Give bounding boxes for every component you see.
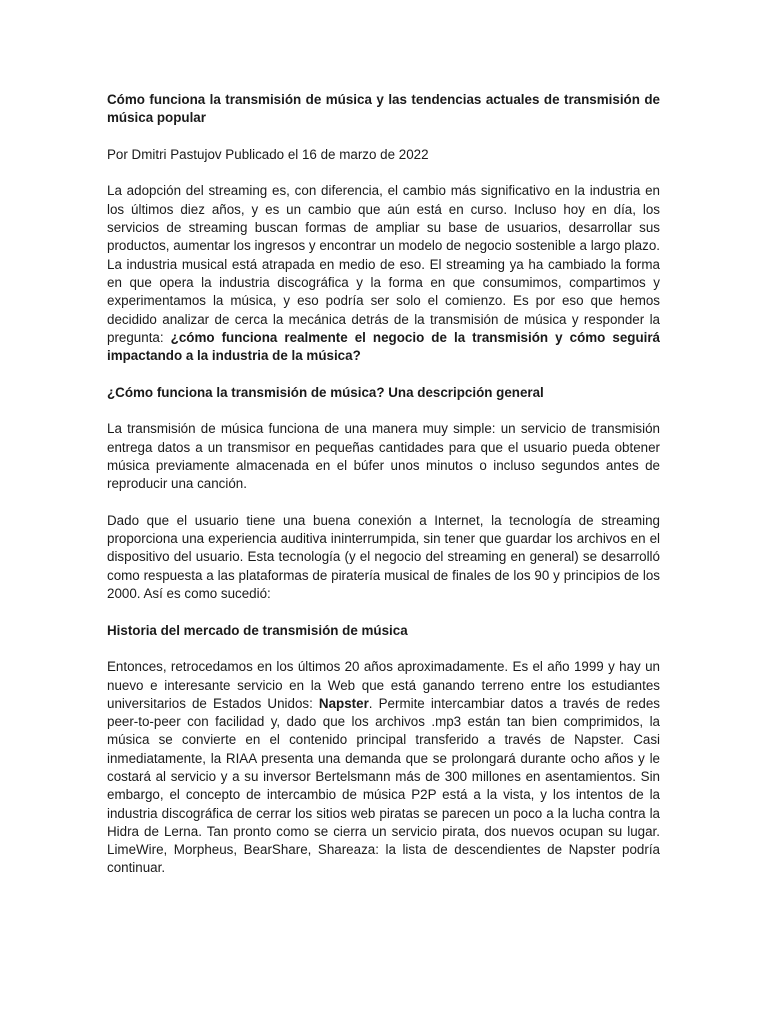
overview-paragraph-1: La transmisión de música funciona de una manera muy simple: un servicio de transmisión entrega datos a un transmisor en pequeñas cantidades para que el usuario pueda obtener música previamente almacenada en el búfer unos minutos o incluso segundos antes de reproducir una canción. [107, 421, 660, 492]
history-text-after: . Permite intercambiar datos a través de redes peer-to-peer con facilidad y, dado que los archivos .mp3 están tan bien comprimidos, la música se convierte en el contenido principal transferido a través de Napster. Casi inmediatamente, la RIAA presenta una demanda que se prolongará durante ocho años y le costará al servicio y a su inversor Bertelsmann más de 300 millones en asentamientos. Sin embargo, el concepto de intercambio de música P2P está a la vista, y los intentos de la industria discográfica de cerrar los sitios web piratas se parecen un poco a la lucha contra la Hidra de Lerna. Tan pronto como se cierra un servicio pirata, dos nuevos ocupan su lugar. LimeWire, Morpheus, BearShare, Shareaza: la lista de descendientes de Napster podría continuar. [107, 695, 660, 876]
intro-text: La adopción del streaming es, con diferencia, el cambio más significativo en la industria en los últimos diez años, y es un cambio que aún está en curso. Incluso hoy en día, los servicios de streaming buscan formas de ampliar su base de usuarios, desarrollar sus productos, aumentar los ingresos y encontrar un modelo de negocio sostenible a largo plazo. La industria musical está atrapada en medio de eso. El streaming ya ha cambiado la forma en que opera la industria discográfica y la forma en que consumimos, compartimos y experimentamos la música, y eso podría ser solo el comienzo. Es por eso que hemos decidido analizar de cerca la mecánica detrás de la transmisión de música y responder la pregunta: [107, 183, 660, 345]
section-heading-overview: ¿Cómo funciona la transmisión de música? Una descripción general [107, 384, 544, 400]
document-page [107, 91, 660, 896]
section-heading-history: Historia del mercado de transmisión de música [107, 622, 408, 638]
overview-paragraph-2: Dado que el usuario tiene una buena conexión a Internet, la tecnología de streaming proporciona una experiencia auditiva ininterrumpida, sin tener que guardar los archivos en el dispositivo del usuario. Esta tecnología (y el negocio del streaming en general) se desarrolló como respuesta a las plataformas de piratería musical de finales de los 90 y principios de los 2000. Así es como sucedió: [107, 512, 660, 602]
history-text-before: Entonces, retrocedamos en los últimos 20 años aproximadamente. Es el año 1999 y hay un nuevo e interesante servicio en la Web que está ganando terreno entre los estudiantes universitarios de Estados Unidos: [107, 659, 660, 711]
document-title: Cómo funciona la transmisión de música y las tendencias actuales de transmisión de música popular [107, 92, 660, 126]
byline: Por Dmitri Pastujov Publicado el 16 de marzo de 2022 [107, 146, 429, 162]
history-paragraph [107, 658, 660, 878]
napster-mention: Napster [318, 695, 369, 711]
intro-question: ¿cómo funciona realmente el negocio de la transmisión y cómo seguirá impactando a la industria de la música? [107, 329, 661, 364]
intro-paragraph [107, 182, 660, 365]
